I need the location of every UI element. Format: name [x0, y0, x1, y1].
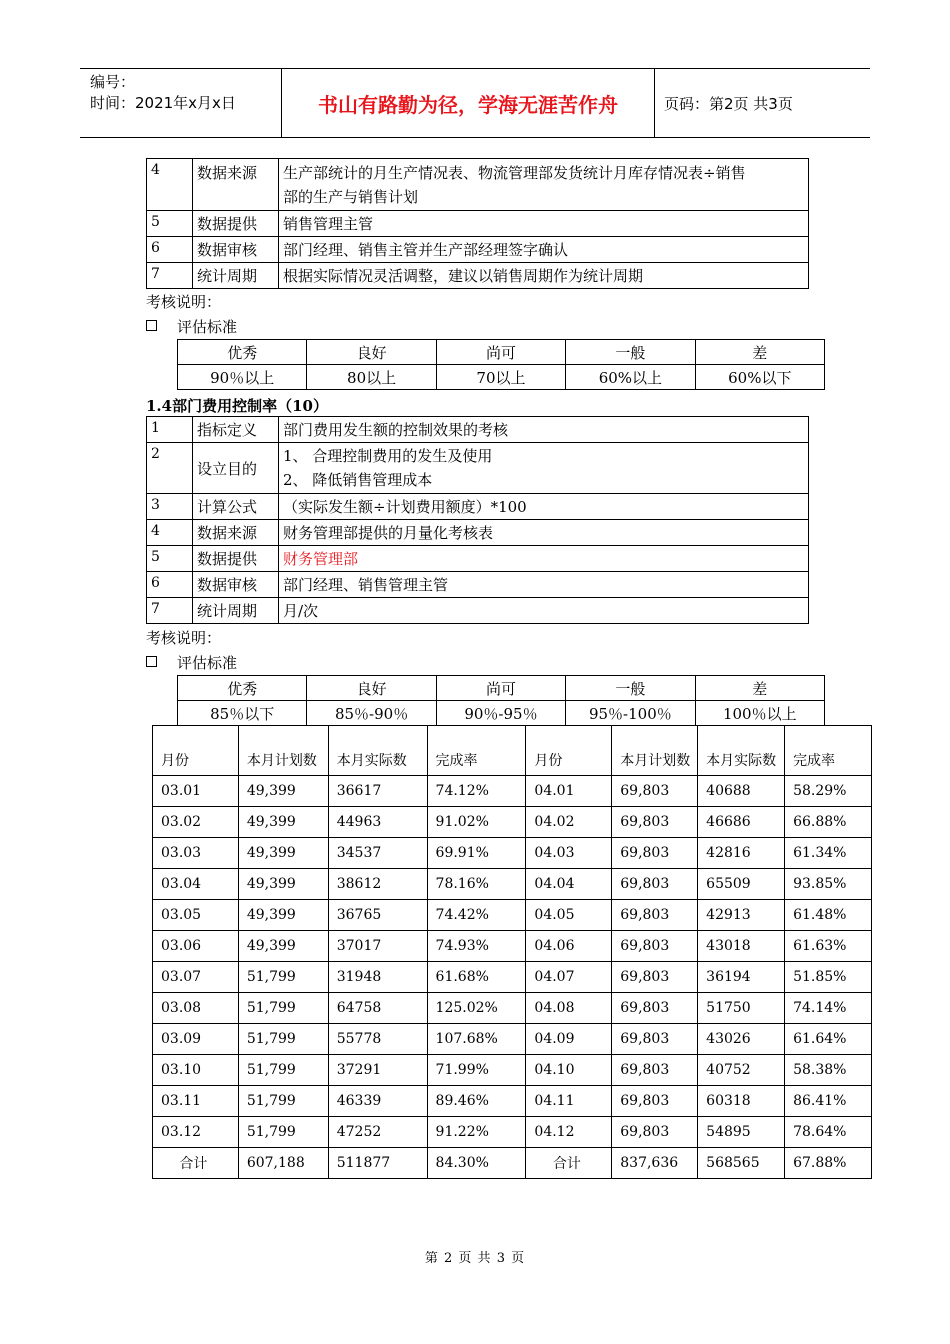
total-cell: 84.30%: [427, 1148, 526, 1179]
table-cell: 03.11: [153, 1086, 239, 1117]
table-cell: 03.05: [153, 900, 239, 931]
row-value-line: 1、 合理控制费用的发生及使用: [283, 447, 493, 465]
grade-value: 70以上: [436, 365, 565, 390]
table-row: [147, 417, 809, 443]
grade-header: 优秀: [178, 676, 307, 701]
table-row: [147, 159, 809, 211]
table-row: [147, 546, 809, 572]
grade-value: 80以上: [307, 365, 436, 390]
table-cell: 49,399: [238, 776, 328, 807]
table-cell: 69,803: [612, 1117, 698, 1148]
grade-value: 95％-100％: [566, 701, 695, 726]
table-cell: 04.08: [526, 993, 612, 1024]
page-footer: 第 2 页 共 3 页: [424, 1251, 526, 1266]
row-number: 2: [147, 443, 193, 494]
table-cell: 04.03: [526, 838, 612, 869]
table-cell: 03.06: [153, 931, 239, 962]
table-cell: 51,799: [238, 962, 328, 993]
grade-value: 85％以下: [178, 701, 307, 726]
grade-header: 良好: [307, 340, 436, 365]
total-row: [153, 1148, 872, 1179]
table-row: [147, 263, 809, 289]
info-table-top: [146, 158, 809, 289]
row-number: 6: [147, 237, 193, 263]
col-header-rate: 完成率: [785, 726, 872, 776]
total-cell: 607,188: [238, 1148, 328, 1179]
table-cell: 03.09: [153, 1024, 239, 1055]
table-cell: 38612: [328, 869, 427, 900]
grade-header: 一般: [566, 676, 695, 701]
table-cell: 37291: [328, 1055, 427, 1086]
table-cell: 74.12%: [427, 776, 526, 807]
row-number: 3: [147, 494, 193, 520]
total-cell: 568565: [698, 1148, 785, 1179]
grade-value: 60%以下: [695, 365, 824, 390]
data-header-row: [153, 726, 872, 776]
table-cell: 93.85%: [785, 869, 872, 900]
table-row: [153, 993, 872, 1024]
table-cell: 51,799: [238, 1024, 328, 1055]
grade-header: 良好: [307, 676, 436, 701]
table-cell: 49,399: [238, 838, 328, 869]
table-cell: 43018: [698, 931, 785, 962]
table-cell: 69,803: [612, 776, 698, 807]
table-cell: 04.07: [526, 962, 612, 993]
table-row: [153, 931, 872, 962]
number-label: 编号：: [90, 73, 136, 91]
table-cell: 61.63%: [785, 931, 872, 962]
table-cell: 36617: [328, 776, 427, 807]
table-cell: 44963: [328, 807, 427, 838]
table-cell: 69,803: [612, 1024, 698, 1055]
table-cell: 51,799: [238, 1117, 328, 1148]
table-cell: 40688: [698, 776, 785, 807]
row-key: 设立目的: [193, 443, 279, 494]
table-cell: 49,399: [238, 931, 328, 962]
table-row: [153, 962, 872, 993]
table-cell: 36765: [328, 900, 427, 931]
table-row: [153, 869, 872, 900]
row-value: 部门费用发生额的控制效果的考核: [279, 417, 809, 443]
row-value-line: 2、 降低销售管理成本: [283, 471, 433, 489]
table-cell: 04.02: [526, 807, 612, 838]
table-cell: 49,399: [238, 900, 328, 931]
table-cell: 125.02%: [427, 993, 526, 1024]
row-value: 月/次: [279, 598, 809, 624]
table-cell: 66.88%: [785, 807, 872, 838]
grade-value: 100％以上: [695, 701, 824, 726]
eval-standard-item: [146, 316, 237, 337]
row-key: 计算公式: [193, 494, 279, 520]
grade-header-row: [178, 340, 825, 365]
assessment-note-label: 考核说明：: [146, 293, 222, 311]
grade-value: 90％-95％: [436, 701, 565, 726]
table-cell: 69,803: [612, 869, 698, 900]
row-key: 指标定义: [193, 417, 279, 443]
row-key: 数据审核: [193, 237, 279, 263]
table-cell: 04.06: [526, 931, 612, 962]
table-cell: 34537: [328, 838, 427, 869]
table-cell: 46339: [328, 1086, 427, 1117]
table-row: [153, 776, 872, 807]
assessment-note-label: 考核说明：: [146, 629, 222, 647]
table-cell: 69,803: [612, 807, 698, 838]
table-cell: 71.99%: [427, 1055, 526, 1086]
table-cell: 36194: [698, 962, 785, 993]
table-cell: 03.12: [153, 1117, 239, 1148]
table-row: [147, 237, 809, 263]
table-cell: 04.01: [526, 776, 612, 807]
table-cell: 60318: [698, 1086, 785, 1117]
col-header-actual: 本月实际数: [328, 726, 427, 776]
table-cell: 03.02: [153, 807, 239, 838]
col-header-month: 月份: [526, 726, 612, 776]
row-number: 6: [147, 572, 193, 598]
table-row: [147, 520, 809, 546]
total-cell: 837,636: [612, 1148, 698, 1179]
table-cell: 69,803: [612, 1086, 698, 1117]
table-cell: 69,803: [612, 900, 698, 931]
grade-header: 优秀: [178, 340, 307, 365]
table-cell: 51,799: [238, 1055, 328, 1086]
row-value-line: 部的生产与销售计划: [283, 187, 419, 206]
table-cell: 04.04: [526, 869, 612, 900]
table-cell: 04.05: [526, 900, 612, 931]
table-cell: 51,799: [238, 993, 328, 1024]
header-meta: [80, 69, 282, 137]
row-key: 数据审核: [193, 572, 279, 598]
date-label: 时间：2021年x月x日: [90, 94, 236, 112]
table-cell: 74.93%: [427, 931, 526, 962]
row-value: 销售管理主管: [279, 211, 809, 237]
table-row: [147, 443, 809, 494]
grade-value-row: [178, 701, 825, 726]
table-cell: 37017: [328, 931, 427, 962]
table-cell: 69,803: [612, 838, 698, 869]
grade-header: 一般: [566, 340, 695, 365]
grade-table-1: [177, 339, 825, 390]
table-cell: 03.08: [153, 993, 239, 1024]
eval-standard-label: 评估标准: [177, 654, 238, 672]
row-value: 财务管理部提供的月量化考核表: [279, 520, 809, 546]
table-cell: 91.22%: [427, 1117, 526, 1148]
table-cell: 03.07: [153, 962, 239, 993]
table-cell: 58.29%: [785, 776, 872, 807]
table-row: [153, 1055, 872, 1086]
table-cell: 40752: [698, 1055, 785, 1086]
table-row: [147, 211, 809, 237]
table-cell: 03.03: [153, 838, 239, 869]
table-cell: 43026: [698, 1024, 785, 1055]
table-cell: 86.41%: [785, 1086, 872, 1117]
col-header-plan: 本月计划数: [612, 726, 698, 776]
table-row: [153, 1024, 872, 1055]
table-cell: 51.85%: [785, 962, 872, 993]
eval-standard-label: 评估标准: [177, 318, 238, 336]
grade-header-row: [178, 676, 825, 701]
checkbox-bullet-icon: [146, 320, 157, 331]
table-cell: 69,803: [612, 931, 698, 962]
row-key: 数据来源: [193, 159, 279, 211]
row-value: 根据实际情况灵活调整，建议以销售周期作为统计周期: [279, 263, 809, 289]
table-cell: 61.68%: [427, 962, 526, 993]
row-number: 4: [147, 159, 193, 211]
table-cell: 51,799: [238, 1086, 328, 1117]
grade-table-2: [177, 675, 825, 726]
table-cell: 69,803: [612, 1055, 698, 1086]
table-cell: 74.14%: [785, 993, 872, 1024]
row-number: 5: [147, 546, 193, 572]
table-cell: 55778: [328, 1024, 427, 1055]
row-value: 部门经理、销售管理主管: [279, 572, 809, 598]
header-page-code: 页码：第2页 共3页: [664, 94, 793, 113]
table-cell: 78.64%: [785, 1117, 872, 1148]
table-cell: 31948: [328, 962, 427, 993]
grade-header: 尚可: [436, 340, 565, 365]
row-value-line: 生产部统计的月生产情况表、物流管理部发货统计月库存情况表÷销售: [283, 163, 746, 182]
table-row: [153, 1117, 872, 1148]
row-key: 数据提供: [193, 546, 279, 572]
col-header-rate: 完成率: [427, 726, 526, 776]
monthly-data-table: [152, 725, 872, 1179]
page-header: [80, 68, 870, 138]
row-number: 7: [147, 263, 193, 289]
grade-value: 90％以上: [178, 365, 307, 390]
row-number: 5: [147, 211, 193, 237]
table-cell: 03.10: [153, 1055, 239, 1086]
col-header-plan: 本月计划数: [238, 726, 328, 776]
row-value: [279, 159, 809, 211]
grade-header: 差: [695, 676, 824, 701]
table-cell: 91.02%: [427, 807, 526, 838]
row-number: 7: [147, 598, 193, 624]
table-cell: 78.16%: [427, 869, 526, 900]
table-cell: 04.11: [526, 1086, 612, 1117]
table-cell: 04.12: [526, 1117, 612, 1148]
table-cell: 69,803: [612, 962, 698, 993]
table-cell: 51750: [698, 993, 785, 1024]
col-header-actual: 本月实际数: [698, 726, 785, 776]
grade-value: 60%以上: [566, 365, 695, 390]
table-cell: 61.34%: [785, 838, 872, 869]
row-value: 部门经理、销售主管并生产部经理签字确认: [279, 237, 809, 263]
table-cell: 89.46%: [427, 1086, 526, 1117]
total-cell: 67.88%: [785, 1148, 872, 1179]
table-row: [147, 494, 809, 520]
table-cell: 42816: [698, 838, 785, 869]
table-cell: 46686: [698, 807, 785, 838]
table-cell: 47252: [328, 1117, 427, 1148]
table-cell: 64758: [328, 993, 427, 1024]
table-cell: 54895: [698, 1117, 785, 1148]
table-cell: 04.09: [526, 1024, 612, 1055]
table-cell: 58.38%: [785, 1055, 872, 1086]
grade-header: 尚可: [436, 676, 565, 701]
total-cell: 合计: [153, 1148, 239, 1179]
grade-value-row: [178, 365, 825, 390]
table-cell: 61.64%: [785, 1024, 872, 1055]
row-key: 数据提供: [193, 211, 279, 237]
row-number: 4: [147, 520, 193, 546]
table-cell: 69,803: [612, 993, 698, 1024]
row-value: [279, 443, 809, 494]
checkbox-bullet-icon: [146, 656, 157, 667]
row-key: 统计周期: [193, 263, 279, 289]
row-key: 统计周期: [193, 598, 279, 624]
table-cell: 65509: [698, 869, 785, 900]
table-row: [153, 838, 872, 869]
table-cell: 49,399: [238, 807, 328, 838]
eval-standard-item: [146, 652, 237, 673]
total-cell: 511877: [328, 1148, 427, 1179]
table-cell: 03.04: [153, 869, 239, 900]
grade-value: 85％-90％: [307, 701, 436, 726]
row-number: 1: [147, 417, 193, 443]
row-value: （实际发生额÷计划费用额度）*100: [279, 494, 809, 520]
total-cell: 合计: [526, 1148, 612, 1179]
table-row: [153, 1086, 872, 1117]
table-row: [153, 900, 872, 931]
table-cell: 49,399: [238, 869, 328, 900]
table-row: [153, 807, 872, 838]
table-cell: 42913: [698, 900, 785, 931]
table-cell: 03.01: [153, 776, 239, 807]
table-cell: 04.10: [526, 1055, 612, 1086]
table-cell: 74.42%: [427, 900, 526, 931]
table-cell: 69.91%: [427, 838, 526, 869]
table-cell: 61.48%: [785, 900, 872, 931]
table-row: [147, 572, 809, 598]
row-key: 数据来源: [193, 520, 279, 546]
grade-header: 差: [695, 340, 824, 365]
table-cell: 107.68%: [427, 1024, 526, 1055]
row-value: 财务管理部: [279, 546, 809, 572]
header-motto: 书山有路勤为径，学海无涯苦作舟: [282, 69, 655, 137]
section-title: 1.4部门费用控制率（10）: [146, 397, 328, 415]
table-row: [147, 598, 809, 624]
col-header-month: 月份: [153, 726, 239, 776]
info-table-section: [146, 416, 809, 624]
